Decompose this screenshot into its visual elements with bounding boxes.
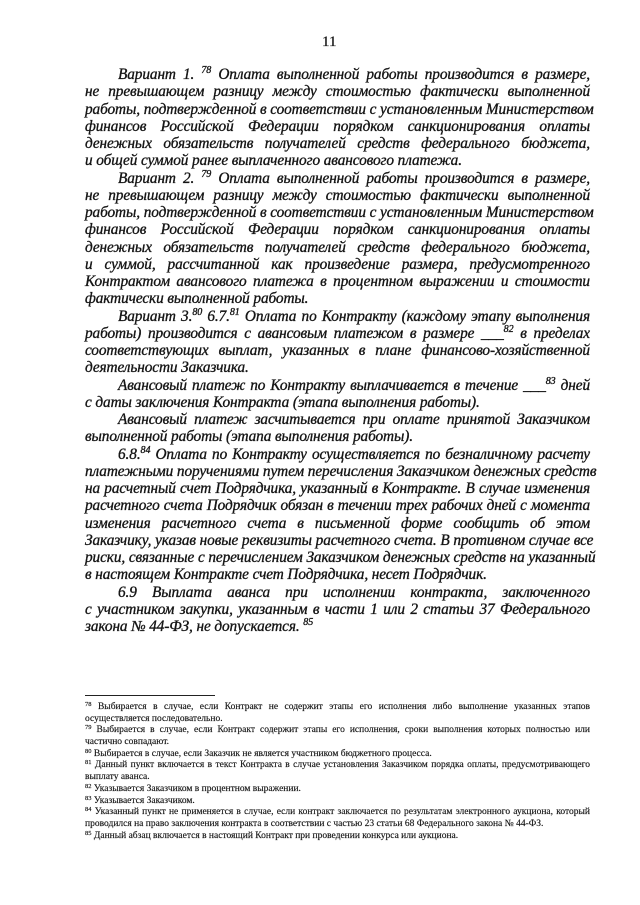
footnote-text: Указанный пункт не применяется в случае, если контракт заключается по результатам электронного аукциона, который [94,807,590,818]
footnote-number: 84 [85,806,92,814]
line-text: закона № 44-ФЗ, не допускается. [85,618,300,635]
text-line: выполненной работы (этапа выполнения работы). [85,428,413,446]
footnote-85 [85,831,590,843]
footnote-80 [85,749,590,761]
line-text: дней [560,376,590,394]
text-line: Авансовый платеж засчитывается при оплате принятой Заказчиком [118,411,590,428]
footnote-number: 85 [85,829,92,837]
footnote-line [85,749,590,761]
footnote-84 [85,807,590,830]
footnote-83 [85,796,590,808]
text-line: деятельности Заказчика. [85,359,249,377]
footnote-line [85,796,590,808]
paragraph-advance-term [85,377,590,412]
footnote-line [85,725,590,737]
paragraph-variant-2 [85,168,594,308]
line-text: Авансовый платеж по Контракту выплачивается в течение ___ [118,376,546,394]
footnote-text: Указывается Заказчиком. [93,795,195,806]
footnote-number: 82 [85,782,92,790]
clause-number: 6.7. [207,307,230,325]
footnote-81 [85,760,590,783]
footnote-number: 79 [85,724,92,732]
line-text: Оплата по Контракту осуществляется по безналичному расчету [155,445,590,463]
line-text: Вариант 2. [118,169,195,187]
footnote-82 [85,784,590,796]
footnotes [85,702,590,842]
footnote-line: проводился на право заключения контракта в соответствии с частью 23 статьи 68 Федерального закона № 44-ФЗ. [85,818,544,829]
text-line: не превышающем разницу между стоимостью фактически выполненной [85,83,590,101]
clause-6-8 [85,444,597,584]
line-text: Оплата по Контракту (каждому этапу выполнения [244,307,590,325]
text-line: с даты заключения Контракта (этапа выполнения работы). [85,393,480,411]
footnote-line: частично совпадают. [85,737,170,748]
text-line [85,308,590,325]
text-line [85,618,590,635]
footnote-number: 80 [85,747,92,755]
text-line: в настоящем Контракте счет Подрядчика, несет Подрядчик. [85,566,487,584]
footnote-text: Выбирается в случае, если Заказчик не является участником бюджетного процесса. [93,748,432,759]
text-line [85,66,590,83]
text-line [85,377,590,394]
text-line: изменения расчетного счета в письменной форме сообщить об этом [85,514,590,532]
text-line: с участником закупки, указанным в части 1 или 2 статьи 37 Федерального [85,600,590,618]
footnote-line [85,831,590,843]
text-line: Контрактом авансового платежа в процентном выражении и стоимости [85,273,590,290]
paragraph-advance-offset [85,411,590,446]
text-line: денежных обязательств получателей средств федерального бюджета, [85,238,590,256]
text-line: финансов Российской Федерации порядком санкционирования оплаты [85,117,590,135]
text-line: расчетного счета Подрядчик обязан в течении трех рабочих дней с момента [85,497,590,515]
line-text: работы) производится с авансовым платежом в размере ___ [85,324,504,342]
footnote-text: Выбирается в случае, если Контракт не содержит этапы его исполнения либо выполнение указанных этапов [97,702,591,712]
footnote-79 [85,725,590,748]
footnote-ref: 78 [201,65,212,76]
text-line: соответствующих выплат, указанных в плане финансово-хозяйственной [85,342,590,359]
line-text: Оплата выполненной работы производится в размере, [218,169,590,187]
line-text: Вариант 3. [118,307,193,325]
footnote-ref: 81 [229,306,240,318]
footnote-ref: 84 [140,444,151,456]
document-body [85,65,597,635]
clause-6-9 [85,584,590,636]
footnote-line [85,807,590,819]
footnote-text: Выбирается в случае, если Контракт содержит этапы его исполнения, сроки выполнения которых полностью или [96,725,590,736]
footnote-separator [85,695,215,696]
paragraph-variant-1 [85,65,594,170]
text-line: Заказчику, указав новые реквизиты расчетного счета. В противном случае все [85,531,594,549]
text-line: финансов Российской Федерации порядком санкционирования оплаты [85,221,590,239]
footnote-text: Данный пункт включается в текст Контракта в случае установления Заказчиком порядка оплаты, предусмотривающего [94,760,591,771]
text-line: и общей суммой ранее выплаченного авансового платежа. [85,152,462,170]
footnote-ref: 80 [192,306,203,318]
text-line: работы, подтвержденной в соответствии с установленным Министерством [85,204,594,221]
text-line: денежных обязательств получателей средств федерального бюджета, [85,135,590,152]
footnote-text: Указывается Заказчиком в процентном выражении. [93,783,301,794]
footnote-line: выплату аванса. [85,772,150,783]
text-line [85,446,590,463]
footnote-ref: 85 [303,617,314,628]
footnote-text: Данный абзац включается в настоящий Контракт при проведении конкурса или аукциона. [93,830,459,841]
footnote-line [85,784,590,796]
paragraph-variant-3 [85,308,590,377]
text-line: 6.9 Выплата аванса при исполнении контракта, заключенного [118,583,590,601]
footnote-line [85,760,590,772]
footnote-number: 81 [85,759,92,767]
line-text: в пределах [520,324,590,342]
line-text: Вариант 1. [118,66,195,83]
footnote-line [85,702,590,714]
text-line: риски, связанные с перечислением Заказчиком денежных средств на указанный [85,549,596,566]
text-line [85,170,590,187]
footnote-line: осуществляется последовательно. [85,713,223,724]
text-line: работы, подтвержденной в соответствии с установленным Министерством [85,100,594,118]
clause-number: 6.8. [118,445,141,463]
footnote-number: 78 [85,701,92,708]
footnote-ref: 79 [201,168,212,180]
text-line: не превышающем разницу между стоимостью фактически выполненной [85,186,590,204]
footnote-ref: 82 [503,323,514,335]
text-line: платежными поручениями путем перечисления Заказчиком денежных средств [85,462,597,480]
text-line: на расчетный счет Подрядчика, указанный в Контракте. В случае изменения [85,480,590,497]
text-line [85,325,590,342]
page-number: 11 [322,34,337,50]
line-text: Оплата выполненной работы производится в размере, [218,66,590,83]
text-line: и суммой, рассчитанной как произведение размера, предусмотренного [85,255,590,273]
text-line: фактически выполненной работы. [85,290,309,308]
footnote-78 [85,702,590,725]
footnote-number: 83 [85,794,92,802]
footnote-ref: 83 [545,375,556,387]
